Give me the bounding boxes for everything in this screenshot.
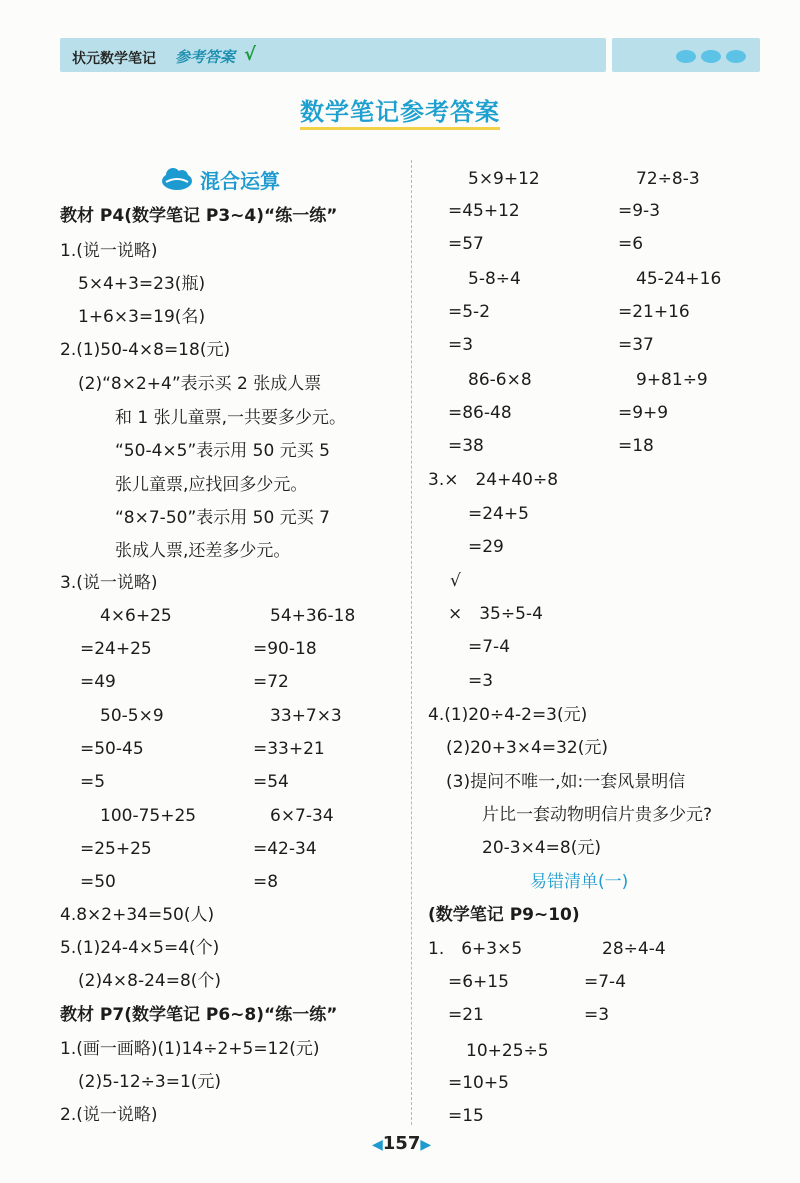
answer-line: 5.(1)24-4×5=4(个): [60, 938, 220, 958]
calc-line: =57: [448, 234, 484, 254]
calc-line: =50: [80, 872, 116, 892]
calc-line: =9+9: [618, 403, 669, 423]
calc-line: =45+12: [448, 201, 520, 221]
calc-line: =29: [468, 537, 504, 557]
calc-line: 45-24+16: [636, 269, 722, 289]
calc-line: =3: [468, 671, 494, 691]
answer-line: (2)4×8-24=8(个): [78, 971, 222, 991]
calc-line: =3: [584, 1005, 610, 1025]
calc-line: =9-3: [618, 201, 661, 221]
subsection-title: 易错清单(一): [530, 872, 629, 892]
answer-line: 20-3×4=8(元): [482, 838, 601, 858]
exercise-heading: 教材 P4(数学笔记 P3~4)“练一练”: [60, 206, 338, 226]
answer-line: 1.(画一画略)(1)14÷2+5=12(元): [60, 1039, 320, 1059]
column-divider: [411, 160, 412, 1125]
check-mark: √: [450, 571, 461, 591]
calc-line: =86-48: [448, 403, 512, 423]
answer-line: 2.(说一说略): [60, 1105, 158, 1125]
calc-line: 86-6×8: [468, 370, 532, 390]
answer-line: (2)20+3×4=32(元): [446, 738, 608, 758]
answer-line: 片比一套动物明信片贵多少元?: [482, 805, 713, 825]
calc-line: =24+25: [80, 639, 152, 659]
calc-line: =38: [448, 436, 484, 456]
exercise-heading: 教材 P7(数学笔记 P6~8)“练一练”: [60, 1005, 338, 1025]
answer-line: “8×7-50”表示用 50 元买 7: [115, 508, 330, 528]
calc-line: 50-5×9: [100, 706, 164, 726]
calc-line: =5-2: [448, 302, 491, 322]
answer-line: 张成人票,还差多少元。: [115, 541, 291, 561]
calc-line: 72÷8-3: [636, 169, 700, 189]
calc-line: =33+21: [253, 739, 325, 759]
answer-line: 2.(1)50-4×8=18(元): [60, 340, 231, 360]
calc-line: 10+25÷5: [466, 1041, 549, 1061]
left-arrow-icon: ◀: [372, 1137, 383, 1153]
calc-line: =21: [448, 1005, 484, 1025]
page-title: 数学笔记参考答案: [0, 92, 800, 127]
calc-line: 100-75+25: [100, 806, 197, 826]
calc-line: =25+25: [80, 839, 152, 859]
calc-line: =18: [618, 436, 654, 456]
calc-line: =49: [80, 672, 116, 692]
header-check-icon: √: [244, 44, 257, 65]
calc-line: 5-8÷4: [468, 269, 521, 289]
exercise-heading: (数学笔记 P9~10): [428, 905, 580, 925]
calc-line: =72: [253, 672, 289, 692]
answer-line: 4.8×2+34=50(人): [60, 905, 215, 925]
calc-line: =42-34: [253, 839, 317, 859]
calc-line: =6: [618, 234, 644, 254]
calc-line: 4×6+25: [100, 606, 172, 626]
calc-line: =21+16: [618, 302, 690, 322]
calc-line: =10+5: [448, 1073, 509, 1093]
page-number: ◀157▶: [372, 1133, 432, 1154]
calc-line: 54+36-18: [270, 606, 356, 626]
calc-line: 28÷4-4: [602, 939, 666, 959]
answer-line: “50-4×5”表示用 50 元买 5: [115, 441, 330, 461]
calc-line: 6×7-34: [270, 806, 334, 826]
calc-line: =54: [253, 772, 289, 792]
answer-line: 3.(说一说略): [60, 573, 158, 593]
decor-dot-icon: [676, 50, 696, 63]
answer-line: 和 1 张儿童票,一共要多少元。: [115, 408, 347, 428]
header-answers-label: 参考答案: [175, 48, 236, 66]
header-brand: 状元数学笔记: [72, 51, 156, 67]
answer-line: 张儿童票,应找回多少元。: [115, 475, 308, 495]
calc-line: =6+15: [448, 972, 509, 992]
answer-line: (2)5-12÷3=1(元): [78, 1072, 222, 1092]
answer-line: (2)“8×2+4”表示买 2 张成人票: [78, 374, 322, 394]
decor-dot-icon: [701, 50, 721, 63]
calc-line: =15: [448, 1106, 484, 1126]
calc-line: 9+81÷9: [636, 370, 708, 390]
answer-line: 1.(说一说略): [60, 241, 158, 261]
answer-line: 1+6×3=19(名): [78, 307, 206, 327]
calc-line: =7-4: [468, 637, 511, 657]
section-title: 混合运算: [200, 169, 280, 193]
right-arrow-icon: ▶: [420, 1137, 432, 1153]
answer-line: 5×4+3=23(瓶): [78, 274, 206, 294]
calc-line: =3: [448, 335, 474, 355]
calc-line: =7-4: [584, 972, 627, 992]
cloud-icon: [160, 166, 194, 192]
decor-dot-icon: [726, 50, 746, 63]
answer-line: × 35÷5-4: [448, 604, 543, 624]
calc-line: =24+5: [468, 504, 529, 524]
answer-line: 3.× 24+40÷8: [428, 470, 559, 490]
calc-line: =8: [253, 872, 279, 892]
calc-line: =90-18: [253, 639, 317, 659]
calc-line: 1. 6+3×5: [428, 939, 523, 959]
calc-line: 33+7×3: [270, 706, 342, 726]
calc-line: =50-45: [80, 739, 144, 759]
answer-line: (3)提问不唯一,如:一套风景明信: [446, 772, 686, 792]
calc-line: =5: [80, 772, 106, 792]
calc-line: 5×9+12: [468, 169, 540, 189]
answer-line: 4.(1)20÷4-2=3(元): [428, 705, 588, 725]
calc-line: =37: [618, 335, 654, 355]
